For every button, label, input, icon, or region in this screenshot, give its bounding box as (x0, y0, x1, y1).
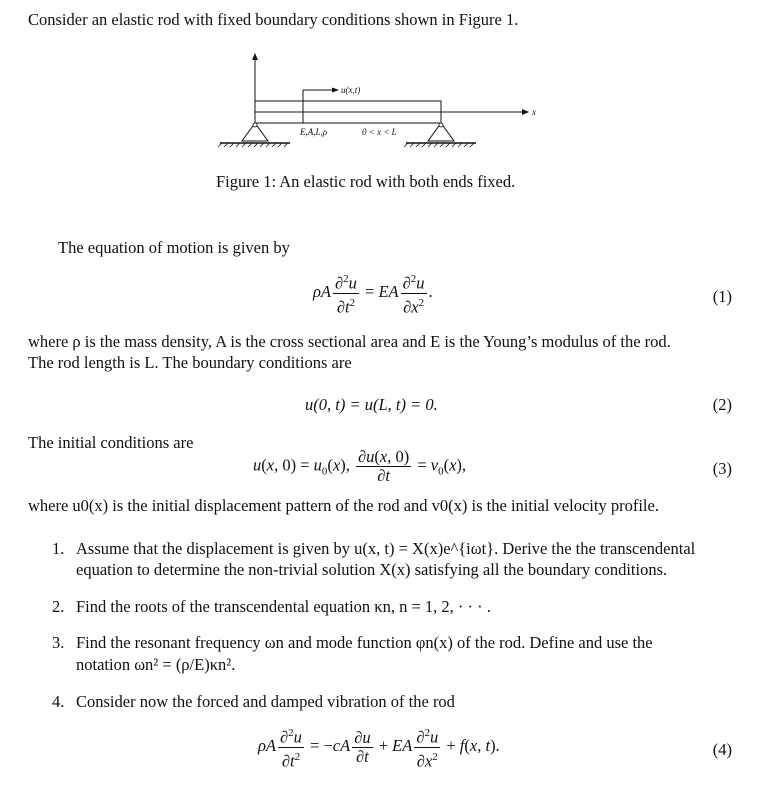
label-range: 0 < x < L (362, 127, 397, 137)
where1-line1: where ρ is the mass density, A is the cross sectional area and E is the Young’s modulus of the rod. (28, 332, 671, 351)
item-4: Consider now the forced and damped vibration of the rod (76, 692, 455, 711)
ic-intro: The initial conditions are (28, 433, 194, 452)
equation-3-number: (3) (712, 459, 732, 478)
equation-2: u(0, t) = u(L, t) = 0. (305, 395, 438, 414)
where1-line2: The rod length is L. The boundary conditions are (28, 353, 352, 372)
horizontal-axis-arrow-icon (522, 109, 529, 115)
equation-1-number: (1) (712, 287, 732, 306)
where3-text: where u0(x) is the initial displacement pattern of the rod and v0(x) is the initial velocity profile. (28, 496, 659, 515)
item-2: Find the roots of the transcendental equation κn, n = 1, 2, · · · . (76, 597, 491, 616)
right-pin-icon (439, 123, 443, 127)
equation-4-number: (4) (712, 740, 732, 759)
displacement-arrow-icon (332, 88, 339, 93)
item-2-number: 2. (52, 597, 65, 616)
equation-4: ρA $\frac{\partial^2u}{\partial t^2}$ = −cA $\frac{\partial u}{\partial t}$ + EA $\frac{\partial^2u}{\partial x^2}$ + f(x, t). (258, 724, 500, 770)
vertical-axis-arrow-icon (252, 53, 258, 60)
item-1-line1: Assume that the displacement is given by u(x, t) = X(x)e^{iωt}. Derive the the transcendental (76, 539, 696, 558)
equation-2-number: (2) (712, 395, 732, 414)
left-pin-icon (253, 123, 257, 127)
figure-caption: Figure 1: An elastic rod with both ends fixed. (216, 172, 516, 191)
rod-figure (210, 52, 560, 162)
item-3-line1: Find the resonant frequency ωn and mode function φn(x) of the rod. Define and use the (76, 633, 653, 652)
item-4-number: 4. (52, 692, 65, 711)
label-props: E,A,L,ρ (300, 127, 328, 137)
item-1-number: 1. (52, 539, 65, 558)
item-1-line2: equation to determine the non-trivial solution X(x) satisfying all the boundary conditions. (76, 560, 668, 579)
item-3-number: 3. (52, 633, 65, 652)
label-u: u(x,t) (341, 85, 361, 95)
intro-text: Consider an elastic rod with fixed boundary conditions shown in Figure 1. (28, 10, 519, 29)
equation-3: u(x, $0) = u_0(x)$, $\frac{\partial u(x, 0)}{\partial t}$ = $v_0(x)$, (253, 447, 467, 485)
eom-intro: The equation of motion is given by (58, 238, 290, 257)
label-x: x (532, 107, 536, 117)
equation-1: ρA $\frac{\partial^2u}{\partial t^2}$ = EA $\frac{\partial^2u}{\partial x^2}$ . (313, 270, 433, 316)
item-3-line2: notation ωn² = (ρ/E)κn². (76, 655, 236, 674)
